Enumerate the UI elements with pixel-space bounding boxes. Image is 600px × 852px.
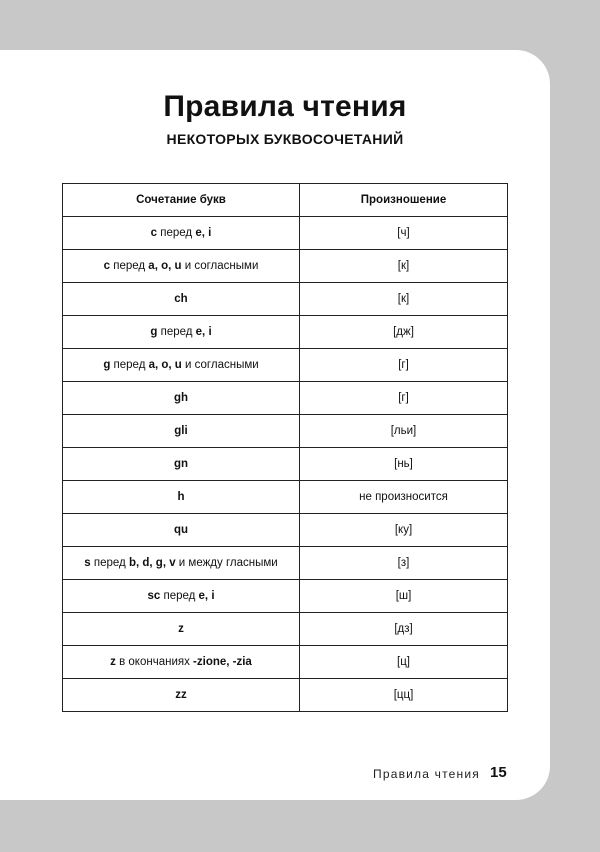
page-subtitle: НЕКОТОРЫХ БУКВОСОЧЕТАНИЙ — [166, 131, 404, 147]
table-row — [63, 250, 508, 283]
table-row — [63, 349, 508, 382]
cell-combination — [63, 481, 300, 514]
table-row — [63, 613, 508, 646]
letter-combination-text: e, i — [195, 326, 212, 338]
cell-combination — [63, 580, 300, 613]
cell-pronunciation: [з] — [300, 547, 508, 580]
cell-combination — [63, 514, 300, 547]
letter-combination-text: h — [177, 491, 185, 503]
cell-pronunciation: [г] — [300, 382, 508, 415]
column-header-combination: Сочетание букв — [63, 184, 300, 217]
letter-combination-text: z — [110, 656, 116, 668]
reading-rules-table — [62, 183, 508, 712]
letter-combination-text: g — [150, 326, 158, 338]
cell-pronunciation: [ц] — [300, 646, 508, 679]
cell-combination — [63, 316, 300, 349]
cell-combination — [63, 646, 300, 679]
letter-combination-text: zz — [175, 689, 187, 701]
running-footer-label: Правила чтения — [373, 767, 480, 781]
cell-combination — [63, 283, 300, 316]
letter-combination-text: ch — [174, 293, 188, 305]
letter-combination-text: c — [103, 260, 111, 272]
letter-combination-text: -zione, -zia — [193, 656, 252, 668]
table-header-row — [63, 184, 508, 217]
cell-pronunciation: [ку] — [300, 514, 508, 547]
rule-text: перед — [157, 326, 196, 338]
letter-combination-text: a, o, u — [148, 260, 182, 272]
letter-combination-text: a, o, u — [148, 359, 182, 371]
rule-text: в окончаниях — [115, 656, 194, 668]
table-body — [63, 217, 508, 712]
cell-combination — [63, 613, 300, 646]
cell-pronunciation: [дж] — [300, 316, 508, 349]
table-row — [63, 514, 508, 547]
rule-text: перед — [110, 260, 149, 272]
table-row — [63, 316, 508, 349]
table-row — [63, 481, 508, 514]
rule-text: перед — [110, 359, 149, 371]
rule-text: и согласными — [181, 359, 259, 371]
letter-combination-text: s — [84, 557, 91, 569]
letter-combination-text: qu — [173, 524, 189, 536]
cell-combination — [63, 382, 300, 415]
cell-pronunciation: [цц] — [300, 679, 508, 712]
cell-combination — [63, 250, 300, 283]
cell-pronunciation: [ч] — [300, 217, 508, 250]
cell-combination — [63, 349, 300, 382]
letter-combination-text: e, i — [198, 590, 215, 602]
rule-text: и согласными — [181, 260, 259, 272]
cell-pronunciation: [нь] — [300, 448, 508, 481]
table-row — [63, 382, 508, 415]
rule-text: перед — [160, 590, 199, 602]
cell-pronunciation: [г] — [300, 349, 508, 382]
letter-combination-text: z — [178, 623, 184, 635]
letter-combination-text: gn — [173, 458, 189, 470]
letter-combination-text: b, d, g, v — [128, 557, 176, 569]
cell-pronunciation: [ш] — [300, 580, 508, 613]
letter-combination-text: sc — [147, 590, 161, 602]
cell-combination — [63, 547, 300, 580]
letter-combination-text: e, i — [195, 227, 212, 239]
rule-text: перед — [90, 557, 129, 569]
cell-pronunciation: не произносится — [300, 481, 508, 514]
table-row — [63, 580, 508, 613]
page-title: Правила чтения — [163, 90, 407, 123]
letter-combination-text: c — [150, 227, 158, 239]
table-row — [63, 679, 508, 712]
cell-pronunciation: [дз] — [300, 613, 508, 646]
cell-combination — [63, 448, 300, 481]
table-row — [63, 547, 508, 580]
letter-combination-text: gh — [173, 392, 189, 404]
cell-pronunciation: [к] — [300, 283, 508, 316]
rule-text: и между гласными — [175, 557, 278, 569]
letter-combination-text: gli — [174, 425, 188, 437]
rule-text: перед — [157, 227, 196, 239]
table-row — [63, 283, 508, 316]
letter-combination-text: g — [103, 359, 111, 371]
table-row — [63, 646, 508, 679]
cell-pronunciation: [к] — [300, 250, 508, 283]
table-row — [63, 448, 508, 481]
cell-combination — [63, 415, 300, 448]
book-page — [0, 50, 550, 800]
table-row — [63, 217, 508, 250]
table-row — [63, 415, 508, 448]
column-header-pronunciation: Произношение — [300, 184, 508, 217]
page-number: 15 — [490, 764, 507, 781]
cell-combination — [63, 679, 300, 712]
cell-pronunciation: [льи] — [300, 415, 508, 448]
cell-combination — [63, 217, 300, 250]
